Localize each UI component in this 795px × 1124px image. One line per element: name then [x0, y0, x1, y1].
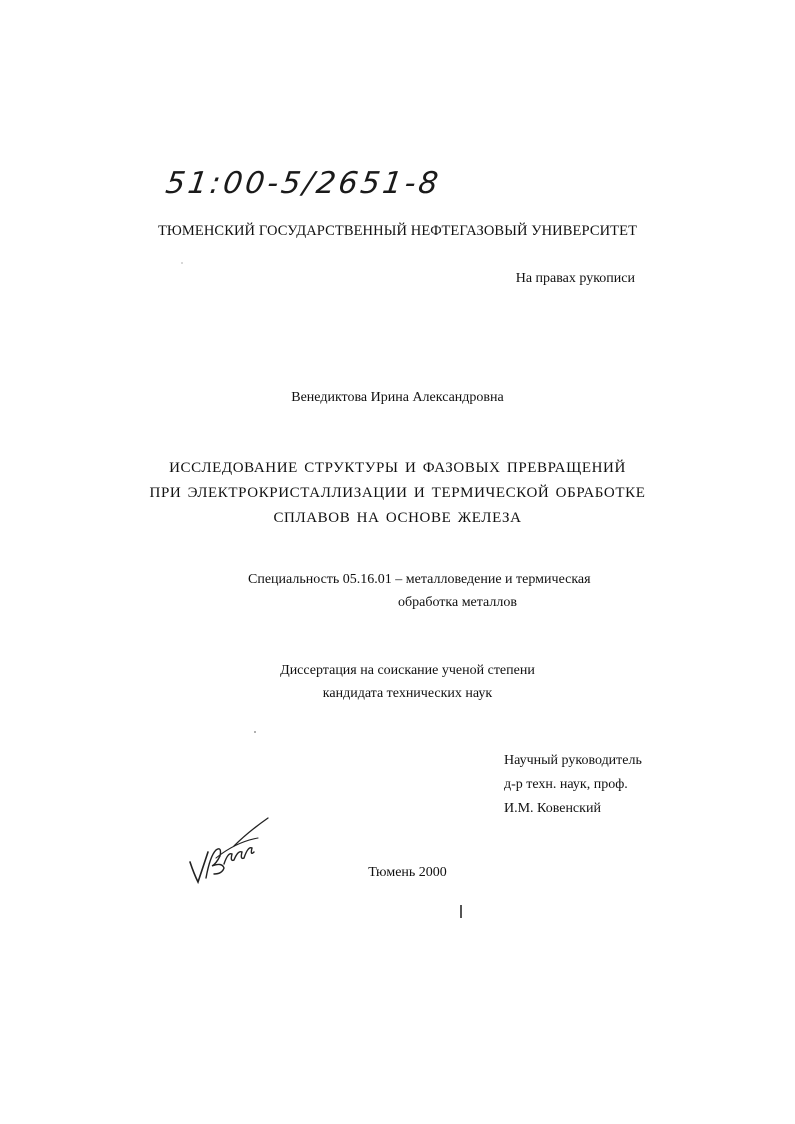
title-line: СПЛАВОВ НА ОСНОВЕ ЖЕЛЕЗА	[273, 510, 522, 526]
supervisor-degree: д-р техн. наук, проф.	[504, 777, 628, 792]
degree-line-1: Диссертация на соискание ученой степени	[280, 663, 535, 678]
author-name: Венедиктова Ирина Александровна	[291, 390, 504, 405]
university-name: ТЮМЕНСКИЙ ГОСУДАРСТВЕННЫЙ НЕФТЕГАЗОВЫЙ УНИВЕРСИТЕТ	[157, 223, 638, 239]
dissertation-title	[0, 456, 795, 531]
scan-mark	[460, 905, 462, 918]
archive-stamp-number: 51:00-5/2651-8	[163, 166, 444, 201]
supervisor-role: Научный руководитель	[504, 753, 642, 768]
specialty-line-1: Специальность 05.16.01 – металловедение и термическая	[248, 572, 591, 587]
supervisor-name: И.М. Ковенский	[504, 801, 601, 816]
scan-dot	[181, 262, 183, 264]
city-and-year: Тюмень 2000	[368, 865, 447, 880]
manuscript-rights-note: На правах рукописи	[515, 271, 635, 286]
title-line: ПРИ ЭЛЕКТРОКРИСТАЛЛИЗАЦИИ И ТЕРМИЧЕСКОЙ ОБРАБОТКЕ	[149, 485, 646, 501]
title-line: ИССЛЕДОВАНИЕ СТРУКТУРЫ И ФАЗОВЫХ ПРЕВРАЩЕНИЙ	[169, 460, 626, 476]
degree-line-2: кандидата технических наук	[322, 686, 493, 701]
scan-dot	[254, 731, 256, 733]
specialty-line-2: обработка металлов	[398, 595, 517, 610]
